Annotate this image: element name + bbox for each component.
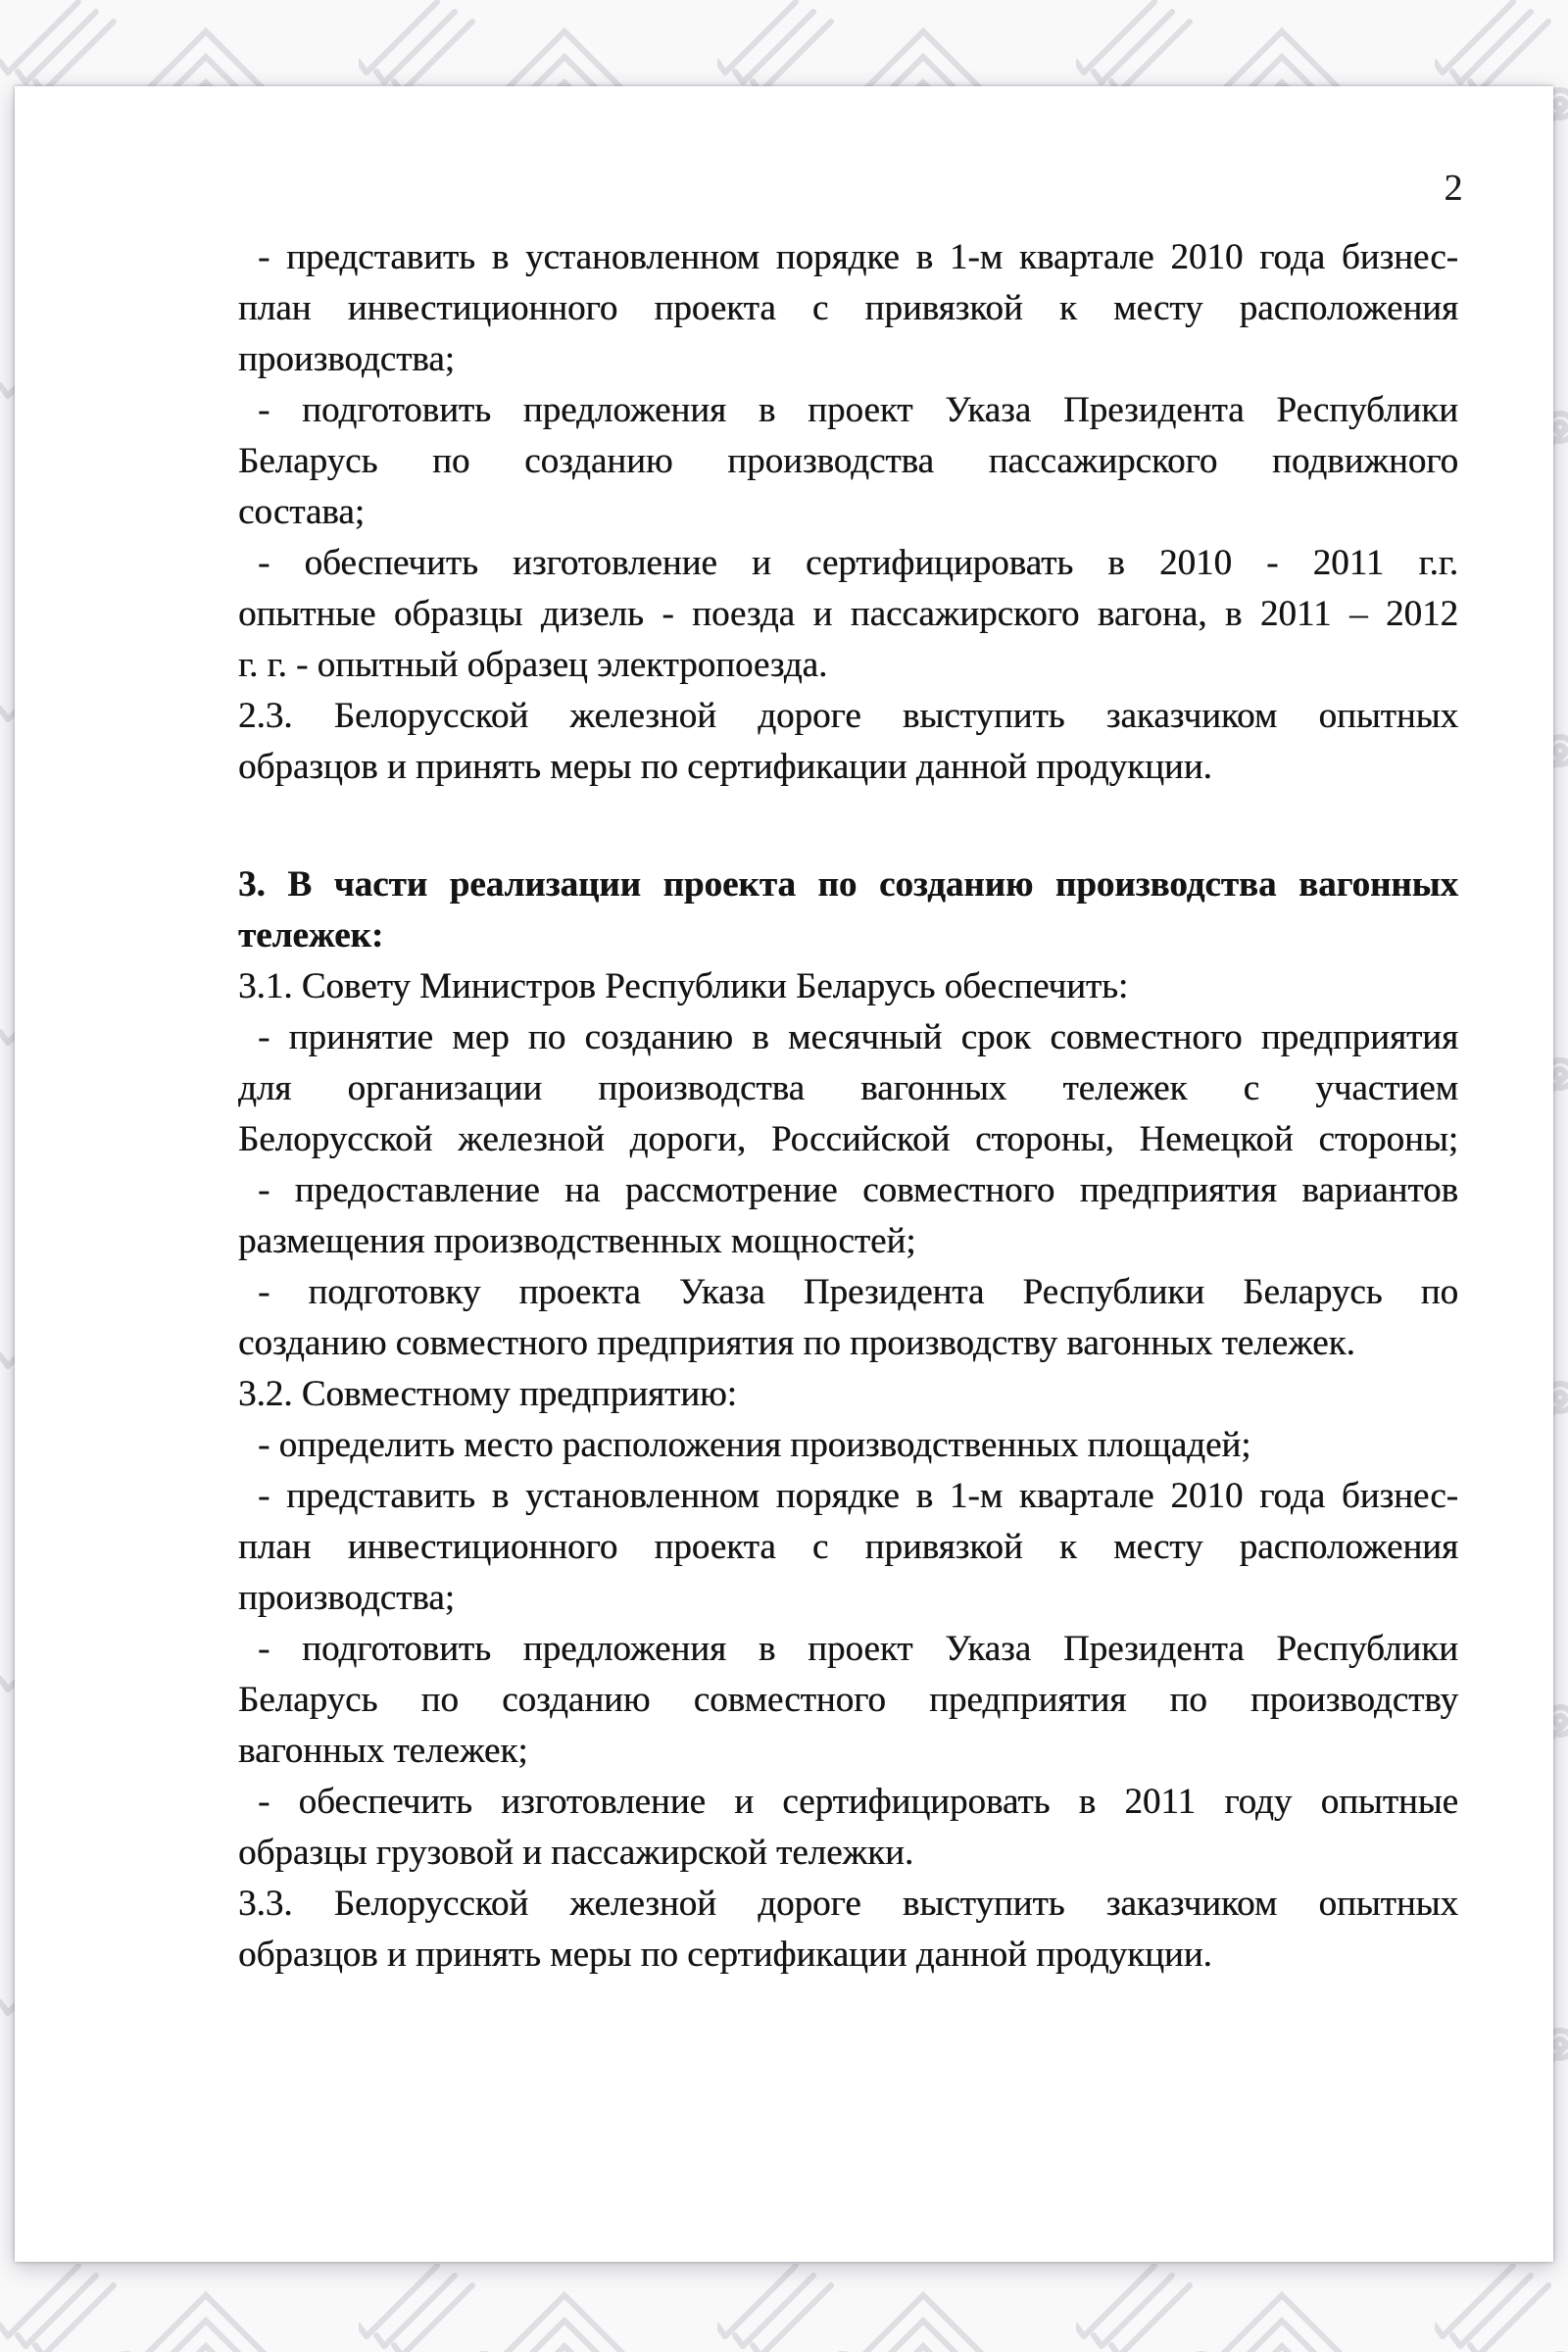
text-line: образцы грузовой и пассажирской тележки. xyxy=(238,1833,914,1873)
text-line: производства; xyxy=(238,1578,455,1618)
text-line: - определить место расположения производственных площадей; xyxy=(258,1425,1251,1465)
text-line: план инвестиционного проекта с привязкой к месту расположения xyxy=(238,1527,1458,1567)
text-line: - представить в установленном порядке в 1-м квартале 2010 года бизнес- xyxy=(258,1476,1458,1516)
document-page xyxy=(15,86,1553,2262)
text-line: план инвестиционного проекта с привязкой к месту расположения xyxy=(238,288,1458,328)
text-line: для организации производства вагонных тележек с участием xyxy=(238,1068,1458,1108)
text-line: вагонных тележек; xyxy=(238,1731,528,1771)
text-line: 3. В части реализации проекта по созданию производства вагонных xyxy=(238,864,1458,905)
text-line: - обеспечить изготовление и сертифицировать в 2010 - 2011 г.г. xyxy=(258,543,1458,583)
text-line: - обеспечить изготовление и сертифицировать в 2011 году опытные xyxy=(258,1782,1458,1822)
text-line: Беларусь по созданию производства пассажирского подвижного xyxy=(238,441,1458,481)
text-line: - принятие мер по созданию в месячный срок совместного предприятия xyxy=(258,1017,1458,1057)
text-line: тележек: xyxy=(238,915,384,956)
text-line: Белорусской железной дороги, Российской стороны, Немецкой стороны; xyxy=(238,1119,1458,1159)
text-line: г. г. - опытный образец электропоезда. xyxy=(238,645,828,685)
text-line: - подготовить предложения в проект Указа Президента Республики xyxy=(258,390,1458,430)
text-line: размещения производственных мощностей; xyxy=(238,1221,916,1261)
text-line: Беларусь по созданию совместного предприятия по производству xyxy=(238,1680,1458,1720)
text-line: - подготовку проекта Указа Президента Республики Беларусь по xyxy=(258,1272,1458,1312)
text-line: образцов и принять меры по сертификации данной продукции. xyxy=(238,1935,1212,1975)
text-line: опытные образцы дизель - поезда и пассажирского вагона, в 2011 – 2012 xyxy=(238,594,1458,634)
text-line: 3.3. Белорусской железной дороге выступить заказчиком опытных xyxy=(238,1884,1458,1924)
text-line: образцов и принять меры по сертификации данной продукции. xyxy=(238,747,1212,787)
text-block xyxy=(238,232,1458,1981)
text-line: созданию совместного предприятия по производству вагонных тележек. xyxy=(238,1323,1355,1363)
text-line: состава; xyxy=(238,492,365,532)
text-line: 3.2. Совместному предприятию: xyxy=(238,1374,737,1414)
text-line: 3.1. Совету Министров Республики Беларусь обеспечить: xyxy=(238,966,1129,1006)
text-line: - подготовить предложения в проект Указа Президента Республики xyxy=(258,1629,1458,1669)
page-number: 2 xyxy=(1444,168,1463,209)
text-line: 2.3. Белорусской железной дороге выступить заказчиком опытных xyxy=(238,696,1458,736)
text-line: - представить в установленном порядке в 1-м квартале 2010 года бизнес- xyxy=(258,237,1458,277)
text-line: - предоставление на рассмотрение совместного предприятия вариантов xyxy=(258,1170,1458,1210)
text-line: производства; xyxy=(238,339,455,379)
